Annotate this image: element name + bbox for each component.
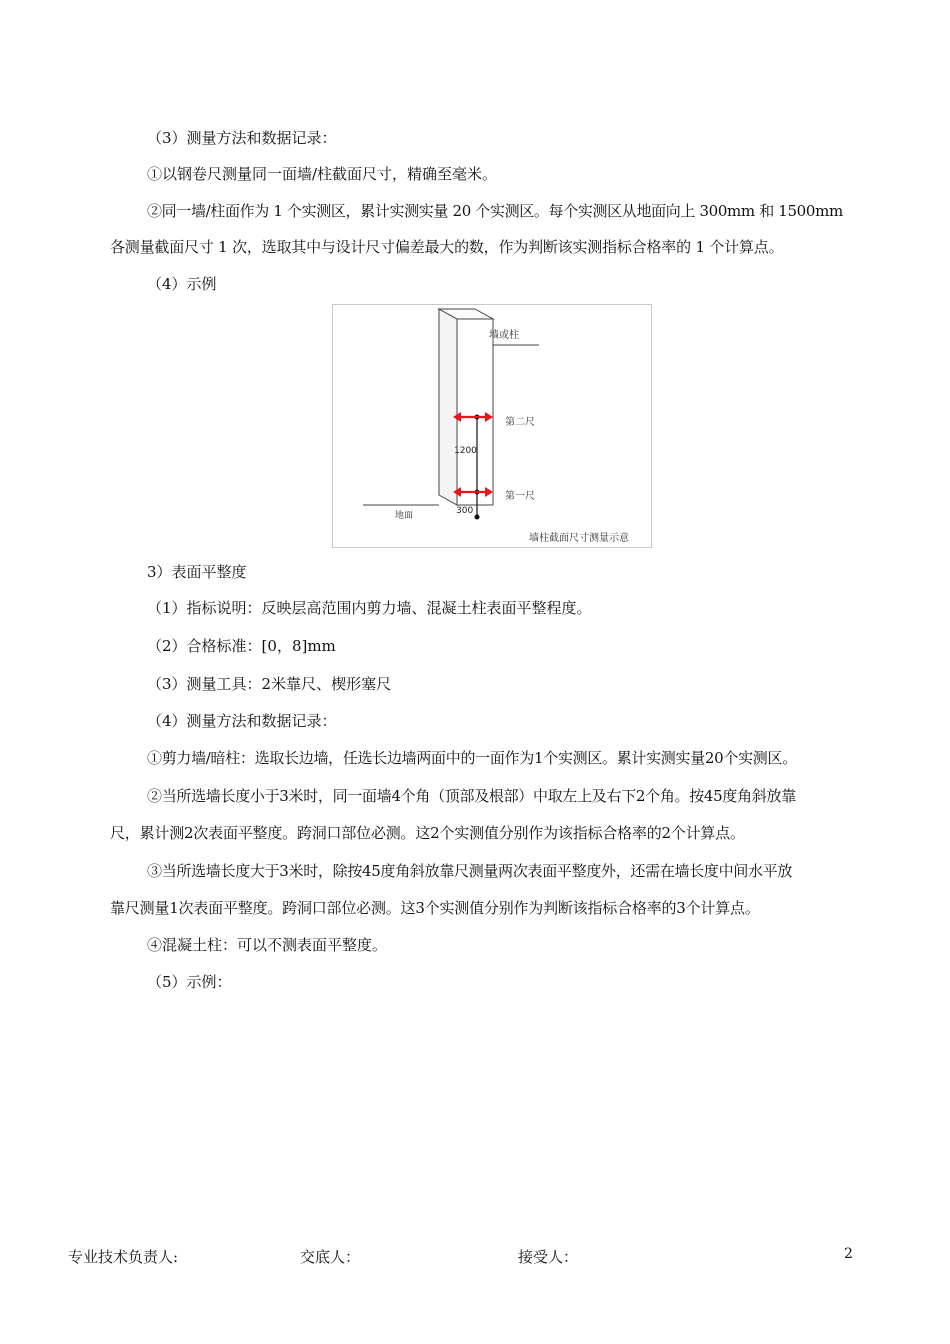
paragraph-line-8: （2）合格标准：[0，8]mm: [147, 637, 336, 655]
first-measure-label: 第一尺: [505, 491, 535, 502]
footer-receiver-label: 接受人：: [518, 1248, 579, 1266]
paragraph-line-13: 尺，累计测2次表面平整度。跨洞口部位必测。这2个实测值分别作为该指标合格率的2个计算点。: [110, 824, 745, 842]
wall-side-face: [439, 309, 457, 505]
paragraph-line-3: ②同一墙/柱面作为 1 个实测区，累计实测实量 20 个实测区。每个实测区从地面向上 300mm 和 1500mm: [147, 202, 843, 220]
paragraph-line-14: ③当所选墙长度大于3米时，除按45度角斜放靠尺测量两次表面平整度外，还需在墙长度中间水平放: [147, 862, 793, 880]
paragraph-line-10: （4）测量方法和数据记录：: [147, 712, 337, 730]
section-heading-surface-flatness: 3）表面平整度: [147, 563, 247, 581]
figure-caption: 墙柱截面尺寸测量示意: [529, 533, 629, 544]
paragraph-line-5: （4）示例: [147, 275, 217, 293]
dimension-point-bottom: [475, 515, 480, 520]
wall-label: 墙或柱: [489, 330, 519, 341]
paragraph-line-1: （3）测量方法和数据记录：: [147, 129, 337, 147]
paragraph-line-9: （3）测量工具：2米靠尺、楔形塞尺: [147, 675, 392, 693]
paragraph-line-16: ④混凝土柱：可以不测表面平整度。: [147, 936, 388, 954]
wall-section-measurement-figure: [332, 304, 652, 548]
page-number: 2: [844, 1246, 853, 1262]
footer-discloser-label: 交底人：: [300, 1248, 361, 1266]
paragraph-line-17: （5）示例：: [147, 973, 232, 991]
footer-tech-lead-label: 专业技术负责人:: [68, 1248, 179, 1266]
dimension-1200-label: 1200: [454, 446, 477, 456]
wall-front-face: [457, 319, 493, 505]
paragraph-line-4: 各测量截面尺寸 1 次，选取其中与设计尺寸偏差最大的数，作为判断该实测指标合格率的 1 个计算点。: [110, 238, 784, 256]
paragraph-line-12: ②当所选墙长度小于3米时，同一面墙4个角（顶部及根部）中取左上及右下2个角。按45度角斜放靠: [147, 787, 796, 805]
ground-label: 地面: [395, 511, 414, 521]
dimension-300-label: 300: [456, 506, 474, 516]
paragraph-line-15: 靠尺测量1次表面平整度。跨洞口部位必测。这3个实测值分别作为判断该指标合格率的3个计算点。: [110, 899, 760, 917]
paragraph-line-2: ①以钢卷尺测量同一面墙/柱截面尺寸，精确至毫米。: [147, 165, 498, 183]
paragraph-line-11: ①剪力墙/暗柱：选取长边墙，任选长边墙两面中的一面作为1个实测区。累计实测实量20个实测区。: [147, 749, 797, 767]
paragraph-line-7: （1）指标说明：反映层高范围内剪力墙、混凝土柱表面平整程度。: [147, 599, 592, 617]
second-measure-label: 第二尺: [505, 417, 535, 428]
